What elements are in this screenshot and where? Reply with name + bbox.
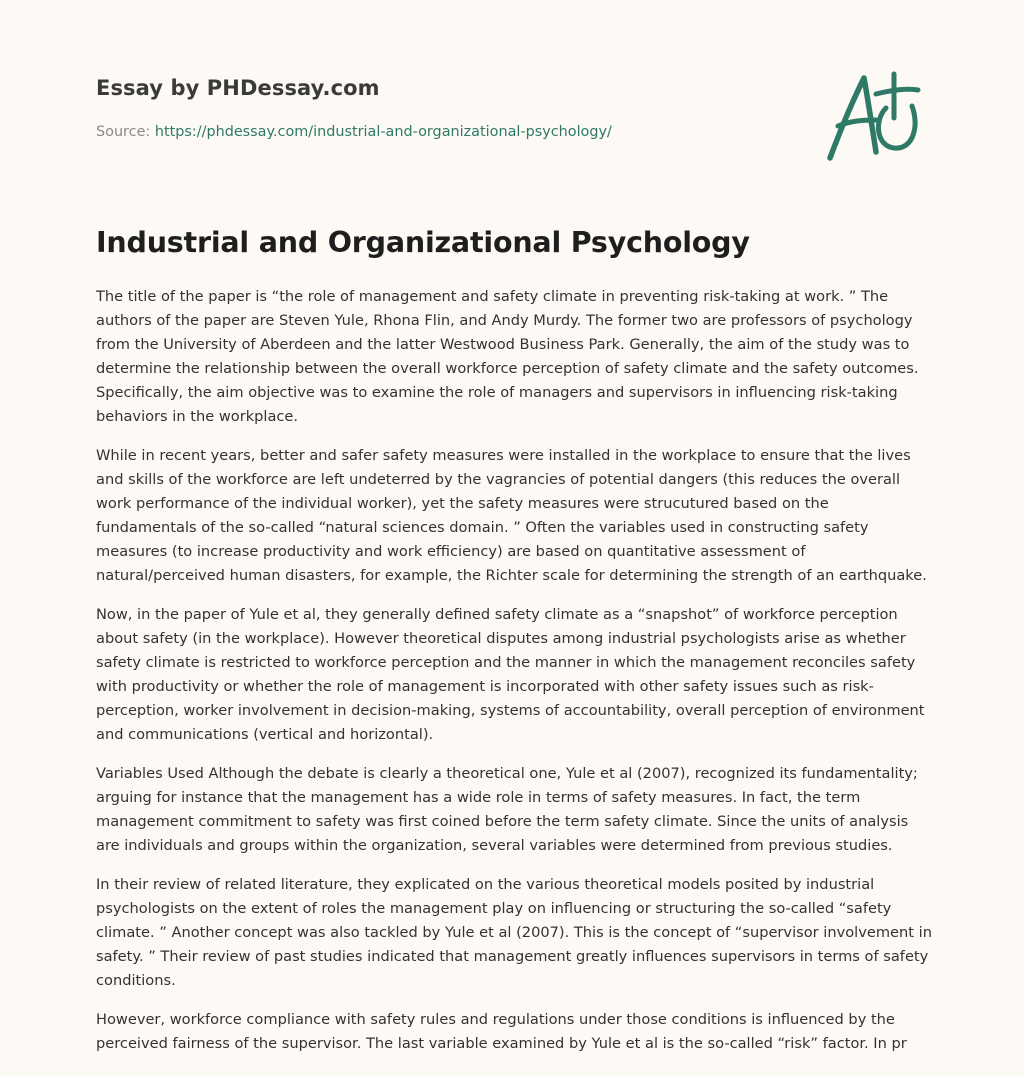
text-line: However, workforce compliance with safety rules and regulations under those conditions is influenced by the bbox=[96, 1011, 895, 1028]
a-plus-logo-icon bbox=[824, 68, 924, 164]
text-line: safety climate is restricted to workforce perception and the manner in which the management reconciles safety bbox=[96, 654, 916, 671]
text-line: with productivity or whether the role of management is incorporated with other safety issues such as risk- bbox=[96, 678, 874, 695]
text-line: behaviors in the workplace. bbox=[96, 408, 299, 425]
paragraph bbox=[96, 873, 932, 993]
text-line: work performance of the individual worker), yet the safety measures were strucutured based on the bbox=[96, 495, 829, 512]
text-line: conditions. bbox=[96, 972, 176, 989]
text-line: The title of the paper is “the role of management and safety climate in preventing risk-taking at work. ” The bbox=[96, 288, 889, 305]
text-line: natural/perceived human disasters, for example, the Richter scale for determining the strength of an earthquake. bbox=[96, 567, 927, 584]
text-line: are individuals and groups within the organization, several variables were determined from previous studies. bbox=[96, 837, 893, 854]
text-line: Specifically, the aim objective was to examine the role of managers and supervisors in influencing risk-taking bbox=[96, 384, 898, 401]
text-line: Now, in the paper of Yule et al, they generally defined safety climate as a “snapshot” of workforce perception bbox=[96, 606, 898, 623]
text-line: psychologists on the extent of roles the management play on influencing or structuring the so-called “safety bbox=[96, 900, 892, 917]
text-line: perceived fairness of the supervisor. The last variable examined by Yule et al is the so-called “risk” factor. In pr bbox=[96, 1035, 907, 1052]
text-line: While in recent years, better and safer safety measures were installed in the workplace to ensure that the lives bbox=[96, 447, 911, 464]
text-line: Variables Used Although the debate is clearly a theoretical one, Yule et al (2007), recognized its fundamentality; bbox=[96, 765, 918, 782]
source-link[interactable]: https://phdessay.com/industrial-and-organizational-psychology/ bbox=[154, 124, 612, 140]
text-line: authors of the paper are Steven Yule, Rhona Flin, and Andy Murdy. The former two are professors of psychology bbox=[96, 312, 913, 329]
text-line: and skills of the workforce are left undeterred by the vagrancies of potential dangers (this reduces the overall bbox=[96, 471, 901, 488]
paragraph bbox=[96, 285, 932, 429]
essay-page bbox=[96, 0, 932, 1052]
text-line: safety. ” Their review of past studies indicated that management greatly influences supervisors in terms of safety bbox=[96, 948, 929, 965]
text-line: climate. ” Another concept was also tackled by Yule et al (2007). This is the concept of “supervisor involvement in bbox=[96, 924, 932, 941]
text-line: fundamentals of the so-called “natural sciences domain. ” Often the variables used in constructing safety bbox=[96, 519, 869, 536]
paragraph bbox=[96, 603, 932, 747]
text-line: measures (to increase productivity and work efficiency) are based on quantitative assessment of bbox=[96, 543, 806, 560]
paragraph bbox=[96, 444, 932, 588]
text-line: about safety (in the workplace). However theoretical disputes among industrial psychologists arise as whether bbox=[96, 630, 906, 647]
text-line: perception, worker involvement in decision-making, systems of accountability, overall perception of environment bbox=[96, 702, 925, 719]
source-line bbox=[96, 124, 612, 140]
essay-title: Industrial and Organizational Psychology bbox=[96, 226, 750, 259]
text-line: arguing for instance that the management has a wide role in terms of safety measures. In fact, the term bbox=[96, 789, 861, 806]
essay-body bbox=[96, 285, 932, 1071]
text-line: and communications (vertical and horizontal). bbox=[96, 726, 434, 743]
paragraph bbox=[96, 762, 932, 858]
text-line: In their review of related literature, they explicated on the various theoretical models posited by industrial bbox=[96, 876, 875, 893]
page-header bbox=[96, 0, 932, 190]
text-line: management commitment to safety was first coined before the term safety climate. Since the units of analysis bbox=[96, 813, 909, 830]
text-line: determine the relationship between the overall workforce perception of safety climate and the safety outcomes. bbox=[96, 360, 919, 377]
paragraph bbox=[96, 1008, 932, 1056]
source-label: Source: bbox=[96, 124, 151, 140]
text-line: from the University of Aberdeen and the latter Westwood Business Park. Generally, the aim of the study was to bbox=[96, 336, 910, 353]
site-brand: Essay by PHDessay.com bbox=[96, 76, 380, 100]
